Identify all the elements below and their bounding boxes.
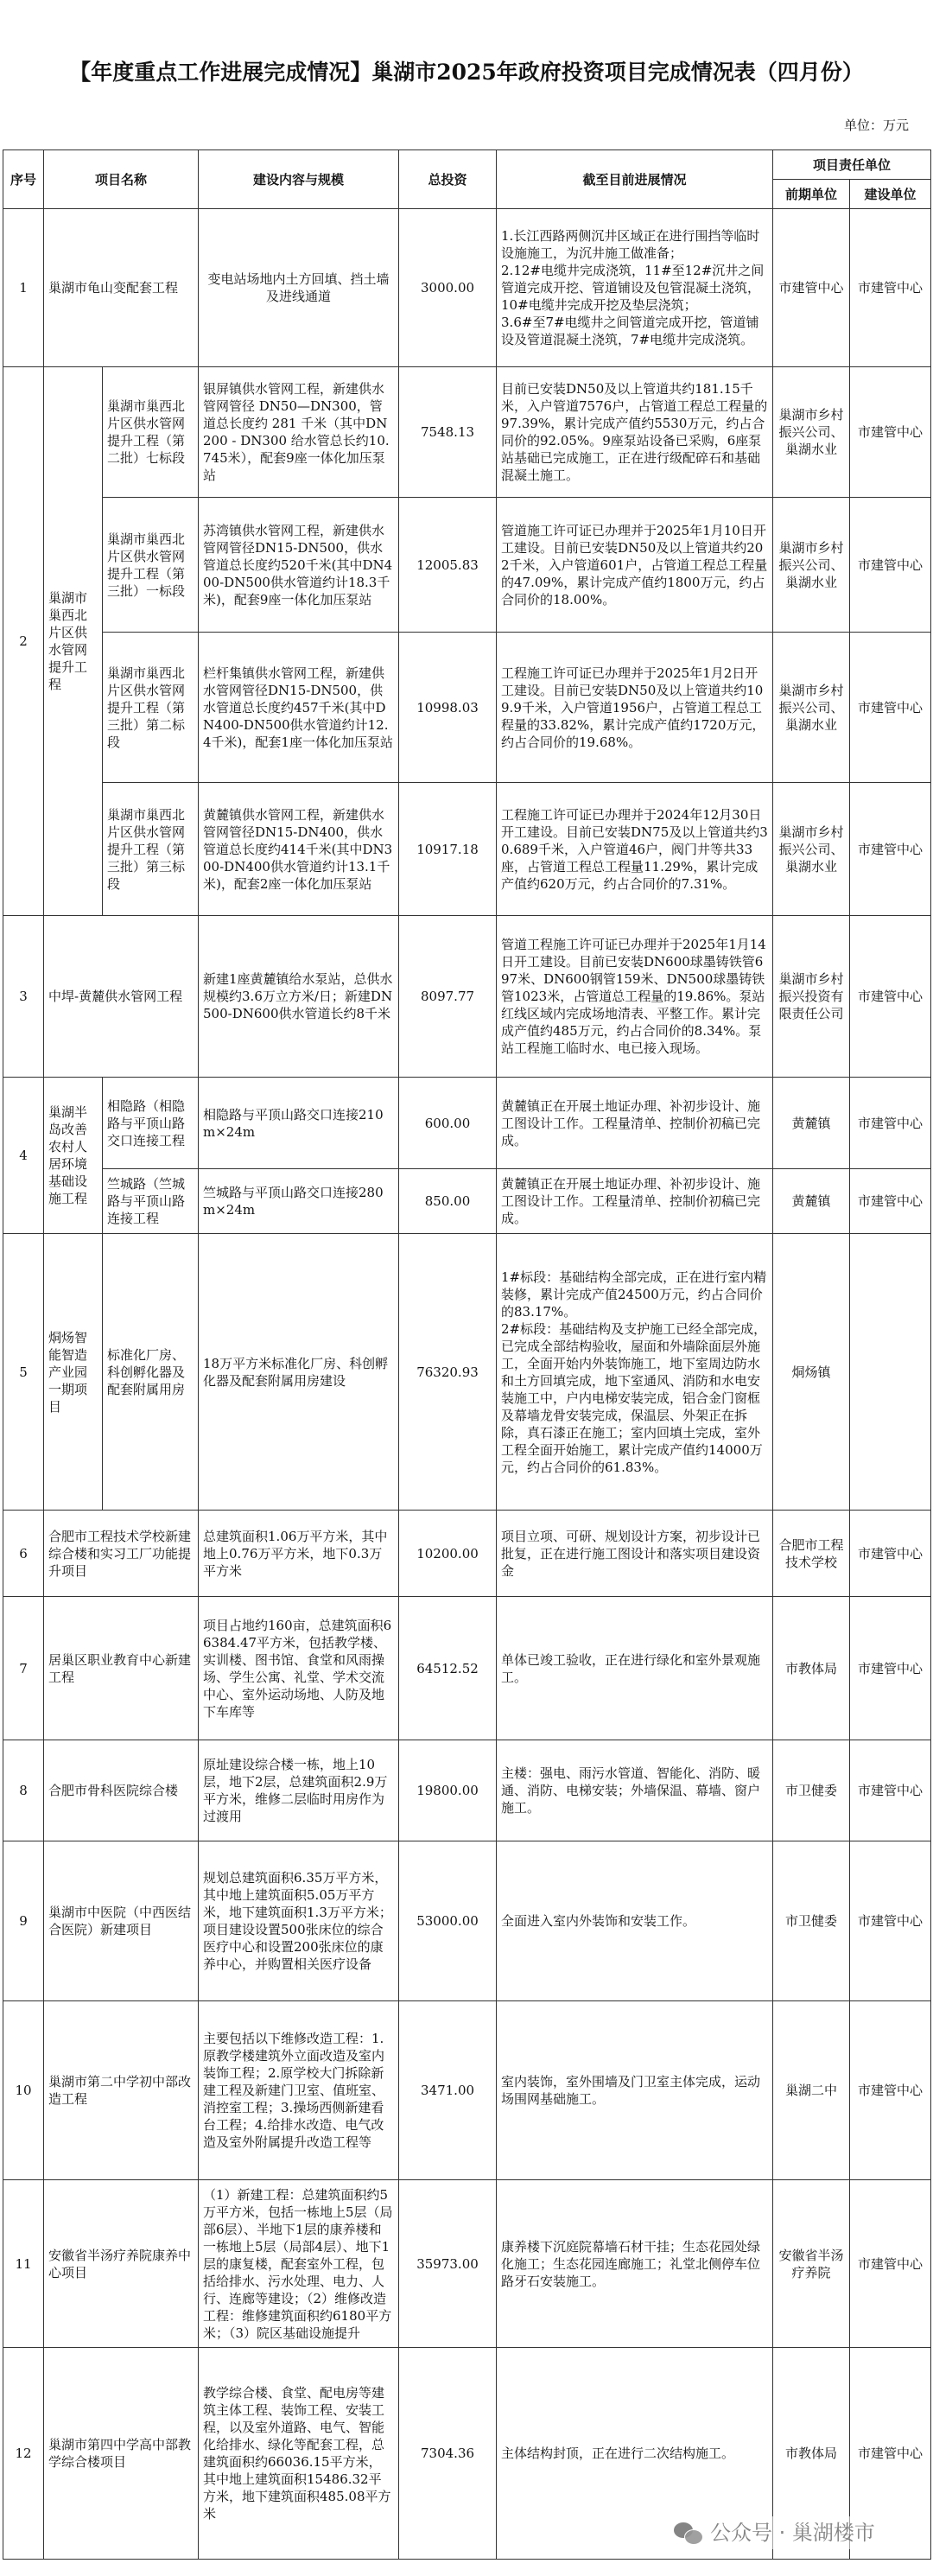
header-name: 项目名称: [44, 150, 199, 209]
project-investment: 850.00: [399, 1169, 497, 1234]
project-investment: 35973.00: [399, 2180, 497, 2348]
project-content: 总建筑面积1.06万平方米，其中地上0.76万平方米，地下0.3万平方米: [199, 1511, 399, 1597]
table-row: [3, 2180, 931, 2348]
row-no: 5: [3, 1234, 44, 1511]
table-row: [3, 367, 931, 498]
construction-unit: 市建管中心: [850, 633, 931, 783]
project-content: 栏杆集镇供水管网工程，新建供水管网管径DN15-DN500，供水管道总长度约457千米(其中DN400-DN500供水管道约计12.4千米)，配套1座一体化加压泵站: [199, 633, 399, 783]
table-row: [3, 1841, 931, 2001]
project-content: 相隐路与平顶山路交口连接210m×24m: [199, 1078, 399, 1169]
project-progress: 主楼：强电、雨污水管道、智能化、消防、暖通、消防、电梯安装；外墙保温、幕墙、窗户施工。: [497, 1740, 773, 1841]
project-progress: 康养楼下沉庭院幕墙石材干挂；生态花园处绿化施工；生态花园连廊施工；礼堂北侧停车位路牙石安装施工。: [497, 2180, 773, 2348]
project-investment: 53000.00: [399, 1841, 497, 2001]
project-progress: 管道工程施工许可证已办理并于2025年1月14日开工建设。目前已安装DN600球墨铸铁管697米、DN600钢管159米、DN500球墨铸铁管1023米，占管道总工程量的19.86%。泵站红线区域内完成场地清表、平整工作。累计完成产值约485万元，约占合同价的8.34%。泵站工程施工临时水、电已接入现场。: [497, 916, 773, 1078]
project-group-name: 巢湖市巢西北片区供水管网提升工程: [44, 367, 103, 916]
sub-project-name: 相隐路（相隐路与平顶山路交口连接工程: [103, 1078, 199, 1169]
header-content: 建设内容与规模: [199, 150, 399, 209]
construction-unit: [850, 1234, 931, 1511]
row-no: 8: [3, 1740, 44, 1841]
table-row: [3, 1740, 931, 1841]
project-content: 银屏镇供水管网工程，新建供水管网管径 DN50—DN300，管道总长度约 281 千米（其中DN200 - DN300 给水管总长约10.745米），配套9座一体化加压泵站: [199, 367, 399, 498]
table-row: [3, 1169, 931, 1234]
preliminary-unit: 巢湖市乡村振兴投资有限责任公司: [773, 916, 850, 1078]
row-no: 6: [3, 1511, 44, 1597]
header-no: 序号: [3, 150, 44, 209]
watermark: [667, 2516, 882, 2549]
preliminary-unit: 市教体局: [773, 2348, 850, 2560]
sub-project-name: 巢湖市巢西北片区供水管网提升工程（第二批）七标段: [103, 367, 199, 498]
row-no: 10: [3, 2001, 44, 2180]
table-row: [3, 633, 931, 783]
construction-unit: 市建管中心: [850, 1740, 931, 1841]
project-progress: 黄麓镇正在开展土地证办理、补初步设计、施工图设计工作。工程量清单、控制价初稿已完成。: [497, 1169, 773, 1234]
preliminary-unit: 烔炀镇: [773, 1234, 850, 1511]
project-name: 巢湖市龟山变配套工程: [44, 209, 199, 367]
project-name: 巢湖市第二中学初中部改造工程: [44, 2001, 199, 2180]
header-construction: 建设单位: [850, 180, 931, 209]
project-group-name: 巢湖半岛改善农村人居环境基础设施工程: [44, 1078, 103, 1234]
construction-unit: 市建管中心: [850, 498, 931, 633]
project-progress: 管道施工许可证已办理并于2025年1月10日开工建设。目前已安装DN50及以上管道共约202千米，入户管道601户，占管道工程总工程量的47.09%，累计完成产值约1800万元，约占合同价的18.00%。: [497, 498, 773, 633]
table-row: [3, 1234, 931, 1511]
project-content: 变电站场地内土方回填、挡土墙及进线通道: [199, 209, 399, 367]
project-progress: 单体已竣工验收，正在进行绿化和室外景观施工。: [497, 1597, 773, 1740]
project-progress: 1#标段：基础结构全部完成，正在进行室内精装修，累计完成产值24500万元，约占合同价的83.17%。 2#标段：基础结构及支护施工已经全部完成，已完成全部结构验收，屋面和外墙除面层外施工，全面开始内外装饰施工，地下室周边防水和土方回填完成，地下室通风、消防和水电安装施工中，户内电梯安装完成，铝合金门窗框及幕墙龙骨安装完成，保温层、外架正在拆除，真石漆正在施工；室内回填土完成，室外工程全面开始施工，累计完成产值约14000万元，约占合同价的61.83%。: [497, 1234, 773, 1511]
project-content: （1）新建工程：总建筑面积约5万平方米，包括一栋地上5层（局部6层）、半地下1层的康养楼和一栋地上5层（局部4层）、地下1层的康复楼，配套室外工程，包括给排水、污水处理、电力、人行、连廊等建设；（2）维修改造工程：维修建筑面积约6180平方米；（3）院区基础设施提升: [199, 2180, 399, 2348]
header-responsible: 项目责任单位: [773, 150, 931, 180]
watermark-text: 公众号 · 巢湖楼市: [710, 2521, 875, 2545]
project-name: 居巢区职业教育中心新建工程: [44, 1597, 199, 1740]
construction-unit: 市建管中心: [850, 2001, 931, 2180]
project-progress: 工程施工许可证已办理并于2024年12月30日开工建设。目前已安装DN75及以上管道共约30.689千米，入户管道46户，阀门井等共33座，占管道工程总工程量11.29%，累计完成产值约620万元，约占合同价的7.31%。: [497, 783, 773, 916]
preliminary-unit: 市建管中心: [773, 209, 850, 367]
table-row: [3, 1078, 931, 1169]
project-name: 合肥市工程技术学校新建综合楼和实习工厂功能提升项目: [44, 1511, 199, 1597]
project-content: 项目占地约160亩，总建筑面积66384.47平方米，包括教学楼、实训楼、图书馆、食堂和风雨操场、学生公寓、礼堂、学术交流中心、室外运动场地、人防及地下车库等: [199, 1597, 399, 1740]
project-content: 原址建设综合楼一栋，地上10层，地下2层，总建筑面积2.9万平方米，维修二层临时用房作为过渡用: [199, 1740, 399, 1841]
project-progress: 室内装饰，室外围墙及门卫室主体完成，运动场围网基础施工。: [497, 2001, 773, 2180]
sub-project-name: 巢湖市巢西北片区供水管网提升工程（第三批）一标段: [103, 498, 199, 633]
project-group-name: 烔炀智能智造产业园一期项目: [44, 1234, 103, 1511]
project-content: 新建1座黄麓镇给水泵站，总供水规模约3.6万立方米/日；新建DN500-DN600供水管道长约8千米: [199, 916, 399, 1078]
project-progress: 主体结构封顶，正在进行二次结构施工。: [497, 2348, 773, 2560]
project-content: 黄麓镇供水管网工程，新建供水管网管径DN15-DN400，供水管道总长度约414千米(其中DN300-DN400供水管道约计13.1千米)，配套2座一体化加压泵站: [199, 783, 399, 916]
project-name: 巢湖市中医院（中西医结合医院）新建项目: [44, 1841, 199, 2001]
construction-unit: 市建管中心: [850, 2180, 931, 2348]
table-row: [3, 209, 931, 367]
preliminary-unit: 市卫健委: [773, 1841, 850, 2001]
project-content: 苏湾镇供水管网工程，新建供水管网管径DN15-DN500，供水管道总长度约520千米(其中DN400-DN500供水管道约计18.3千米)，配套9座一体化加压泵站: [199, 498, 399, 633]
row-no: 4: [3, 1078, 44, 1234]
table-row: [3, 916, 931, 1078]
construction-unit: 市建管中心: [850, 1841, 931, 2001]
project-investment: 7304.36: [399, 2348, 497, 2560]
project-name: 巢湖市第四中学高中部教学综合楼项目: [44, 2348, 199, 2560]
project-content: 规划总建筑面积6.35万平方米，其中地上建筑面积5.05万平方米，地下建筑面积1.3万平方米；项目建设设置500张床位的综合医疗中心和设置200张床位的康养中心，并购置相关医疗设备: [199, 1841, 399, 2001]
project-investment: 10917.18: [399, 783, 497, 916]
unit-label: 单位：万元: [843, 118, 909, 133]
construction-unit: 市建管中心: [850, 367, 931, 498]
sub-project-name: 标准化厂房、科创孵化器及配套附属用房: [103, 1234, 199, 1511]
preliminary-unit: 巢湖市乡村振兴公司、巢湖水业: [773, 783, 850, 916]
project-progress: 1.长江西路两侧沉井区域正在进行围挡等临时设施施工，为沉井施工做准备； 2.12#电缆井完成浇筑，11#至12#沉井之间管道完成开挖、管道铺设及包管混凝土浇筑，10#电缆井完成开挖及垫层浇筑； 3.6#至7#电缆井之间管道完成开挖，管道铺设及管道混凝土浇筑，7#电缆井完成浇筑。: [497, 209, 773, 367]
sub-project-name: 巢湖市巢西北片区供水管网提升工程（第三批）第二标段: [103, 633, 199, 783]
project-progress: 全面进入室内外装饰和安装工作。: [497, 1841, 773, 2001]
project-progress: 目前已安装DN50及以上管道共约181.15千米，入户管道7576户，占管道工程总工程量的97.39%，累计完成产值约5530万元，约占合同价的92.05%。9座泵站设备已采购，6座泵站基础已完成施工，正在进行级配碎石和基础混凝土施工。: [497, 367, 773, 498]
preliminary-unit: 巢湖二中: [773, 2001, 850, 2180]
row-no: 1: [3, 209, 44, 367]
table-row: [3, 783, 931, 916]
project-investment: 10200.00: [399, 1511, 497, 1597]
project-content: 18万平方米标准化厂房、科创孵化器及配套附属用房建设: [199, 1234, 399, 1511]
project-progress: 黄麓镇正在开展土地证办理、补初步设计、施工图设计工作。工程量清单、控制价初稿已完成。: [497, 1078, 773, 1169]
row-no: 11: [3, 2180, 44, 2348]
table-row: [3, 1597, 931, 1740]
preliminary-unit: 巢湖市乡村振兴公司、巢湖水业: [773, 633, 850, 783]
header-preliminary: 前期单位: [773, 180, 850, 209]
preliminary-unit: 市教体局: [773, 1597, 850, 1740]
project-content: 竺城路与平顶山路交口连接280m×24m: [199, 1169, 399, 1234]
header-progress: 截至目前进展情况: [497, 150, 773, 209]
project-investment: 8097.77: [399, 916, 497, 1078]
project-progress: 项目立项、可研、规划设计方案，初步设计已批复，正在进行施工图设计和落实项目建设资金: [497, 1511, 773, 1597]
construction-unit: 市建管中心: [850, 1511, 931, 1597]
preliminary-unit: 巢湖市乡村振兴公司、巢湖水业: [773, 367, 850, 498]
table-row: [3, 2001, 931, 2180]
construction-unit: 市建管中心: [850, 1597, 931, 1740]
row-no: 2: [3, 367, 44, 916]
project-investment: 600.00: [399, 1078, 497, 1169]
preliminary-unit: 安徽省半汤疗养院: [773, 2180, 850, 2348]
row-no: 12: [3, 2348, 44, 2560]
project-name: 安徽省半汤疗养院康养中心项目: [44, 2180, 199, 2348]
table-row: [3, 1511, 931, 1597]
sub-project-name: 竺城路（竺城路与平顶山路连接工程: [103, 1169, 199, 1234]
preliminary-unit: 黄麓镇: [773, 1169, 850, 1234]
preliminary-unit: 市卫健委: [773, 1740, 850, 1841]
preliminary-unit: 巢湖市乡村振兴公司、巢湖水业: [773, 498, 850, 633]
row-no: 9: [3, 1841, 44, 2001]
construction-unit: 市建管中心: [850, 783, 931, 916]
construction-unit: 市建管中心: [850, 2348, 931, 2560]
project-name: 中垾-黄麓供水管网工程: [44, 916, 199, 1078]
project-content: 教学综合楼、食堂、配电房等建筑主体工程、装饰工程、安装工程，以及室外道路、电气、智能化给排水、绿化等配套工程，总建筑面积约66036.15平方米，其中地上建筑面积15486.32平方米，地下建筑面积485.08平方米: [199, 2348, 399, 2560]
page-title: 【年度重点工作进展完成情况】巢湖市2025年政府投资项目完成情况表（四月份）: [69, 60, 864, 85]
project-investment: 19800.00: [399, 1740, 497, 1841]
project-investment: 76320.93: [399, 1234, 497, 1511]
row-no: 7: [3, 1597, 44, 1740]
preliminary-unit: 黄麓镇: [773, 1078, 850, 1169]
row-no: 3: [3, 916, 44, 1078]
sub-project-name: 巢湖市巢西北片区供水管网提升工程（第三批）第三标段: [103, 783, 199, 916]
project-content: 主要包括以下维修改造工程：1.原教学楼建筑外立面改造及室内装饰工程；2.原学校大门拆除新建工程及新建门卫室、值班室、消控室工程；3.操场西侧新建看台工程；4.给排水改造、电气改造及室外附属提升改造工程等: [199, 2001, 399, 2180]
table-row: [3, 498, 931, 633]
project-investment: 10998.03: [399, 633, 497, 783]
project-investment: 3471.00: [399, 2001, 497, 2180]
wechat-icon: [674, 2521, 703, 2545]
preliminary-unit: 合肥市工程技术学校: [773, 1511, 850, 1597]
header-investment: 总投资: [399, 150, 497, 209]
construction-unit: 市建管中心: [850, 1078, 931, 1169]
project-investment: 3000.00: [399, 209, 497, 367]
project-investment: 12005.83: [399, 498, 497, 633]
project-investment: 7548.13: [399, 367, 497, 498]
construction-unit: 市建管中心: [850, 1169, 931, 1234]
construction-unit: 市建管中心: [850, 209, 931, 367]
project-name: 合肥市骨科医院综合楼: [44, 1740, 199, 1841]
project-progress: 工程施工许可证已办理并于2025年1月2日开工建设。目前已安装DN50及以上管道共约109.9千米，入户管道1956户，占管道工程总工程量的33.82%，累计完成产值约1720万元，约占合同价的19.68%。: [497, 633, 773, 783]
construction-unit: 市建管中心: [850, 916, 931, 1078]
project-table: [3, 149, 931, 2560]
project-investment: 64512.52: [399, 1597, 497, 1740]
